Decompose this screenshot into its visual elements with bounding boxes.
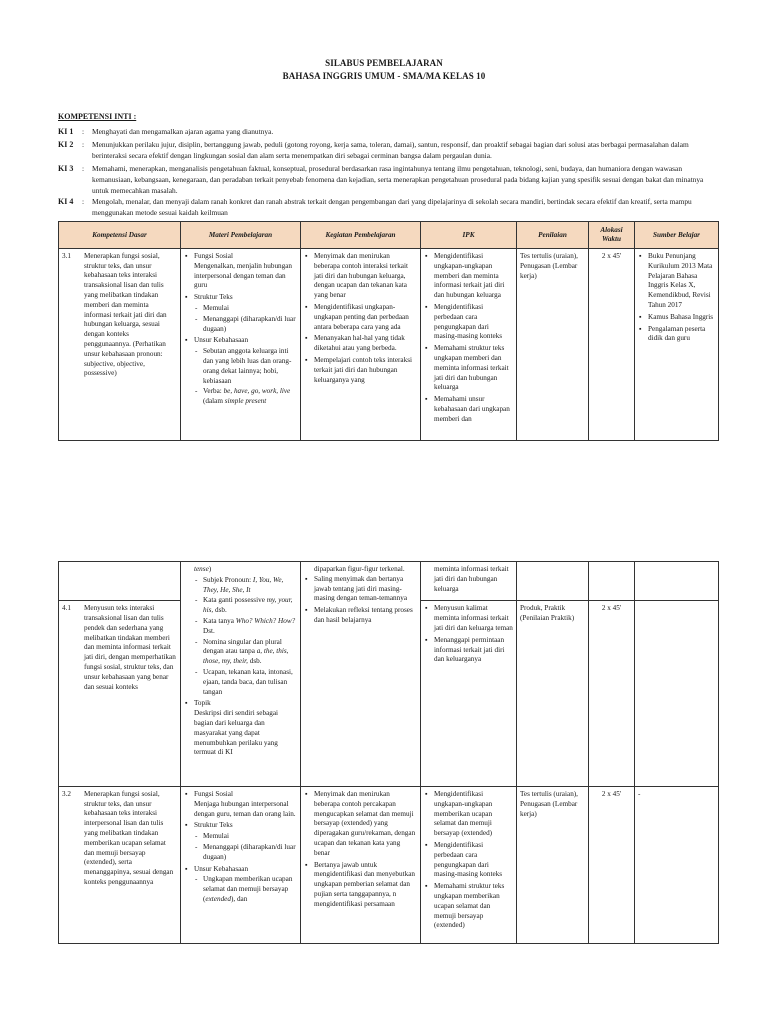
ipk-cell: [421, 562, 517, 601]
alokasi-text: 2 x 45': [601, 604, 622, 613]
sumber-cell: [635, 562, 719, 601]
penilaian-cell: [517, 787, 589, 944]
ki-text: Menghayati dan mengamalkan ajaran agama yang dianutnya.: [92, 127, 274, 136]
alokasi-cell: [589, 249, 635, 441]
ki-colon: :: [82, 127, 85, 136]
ipk-item: ▪ Memahami unsur kebahasaan dari ungkapan memberi dan: [434, 395, 513, 424]
materi-heading: Fungsi Sosial: [194, 790, 233, 798]
ipk-item: ▪ Mengidentifikasi perbedaan cara pengungkapan dari masing-masing konteks: [434, 303, 513, 342]
sumber-text: -: [638, 790, 641, 798]
materi-item: [203, 387, 297, 407]
materi-heading: Topik: [194, 699, 211, 708]
alokasi-cell: [589, 601, 635, 787]
kegiatan-item: ▪ Mengidentifikasi ungkapan-ungkapan penting dan perbedaan antara beberapa cara yang ada: [314, 303, 417, 332]
table-row: [59, 787, 719, 944]
penilaian-text: Tes tertulis (uraian), Penugasan (Lembar kerja): [520, 790, 578, 818]
ki-colon: :: [82, 164, 85, 173]
ipk-cell: [421, 601, 517, 787]
sumber-item: ▪ Buku Penunjang Kurikulum 2013 Mata Pelajaran Bahasa Inggris Kelas X, Kemendikbud, Revisi Tahun 2017: [648, 252, 715, 311]
ki-colon: :: [82, 140, 85, 149]
kegiatan-cell: [301, 562, 421, 787]
kegiatan-continued: dipaparkan figur-figur terkenal.: [314, 565, 405, 573]
ipk-item: ▪ Menyusun kalimat meminta informasi terkait jati diri dan keluarga teman: [434, 604, 513, 633]
materi-italic: tense: [194, 565, 209, 573]
materi-item: - Menanggapi (diharapkan/di luar dugaan): [203, 315, 297, 335]
kd-text: Menerapkan fungsi sosial, struktur teks, dan unsur kebahasaan teks interaksi transaksional lisan dan tulis yang melibatkan tindakan memberi dan meminta informasi terkait jati diri dan hubungan keluarga, sesuai dengan konteks penggunaannya. (Perhatikan unsur kebahasaan pronoun: subjective, objective, possessive): [84, 252, 167, 378]
materi-item: - Menanggapi (diharapkan/di luar dugaan): [203, 843, 297, 863]
syllabus-table-part2: [58, 561, 719, 944]
ipk-item: ▪ Memahami struktur teks ungkapan memberi dan meminta informasi terkait jati diri dan hubungan keluarga: [434, 344, 513, 393]
ki-code: KI 3: [58, 164, 74, 173]
syllabus-table-part1: [58, 221, 719, 441]
col-header: Penilaian: [517, 222, 589, 249]
materi-heading: Struktur Teks: [194, 821, 233, 830]
document-subtitle: BAHASA INGGRIS UMUM - SMA/MA KELAS 10: [282, 71, 486, 81]
materi-heading: Fungsi Sosial: [194, 252, 233, 260]
materi-text: ): [208, 565, 212, 573]
kd-number: 4.1: [62, 604, 71, 613]
kegiatan-item: ▪ Saling menyimak dan bertanya jawab tentang jati diri masing-masing dengan teman-temannya: [314, 575, 417, 604]
table-row-continued: [59, 562, 719, 601]
alokasi-cell: [589, 562, 635, 601]
kd-text: Menerapkan fungsi sosial, struktur teks, dan unsur kebahasaan teks interaksi interpersonal lisan dan tulis yang melibatkan tindakan memberikan ucapan selamat dan memuji bersayap (extended), serta menanggapinya, sesuai dengan konteks penggunaannya: [84, 790, 174, 886]
kd-cell: [59, 601, 181, 787]
kd-number: 3.2: [62, 790, 71, 798]
materi-item: - Sebutan anggota keluarga inti dan yang lebih luas dan orang-orang dekat lainnya; hobi, kebiasaan: [203, 347, 297, 386]
materi-italic: be, have, go, work, live: [223, 387, 291, 396]
alokasi-text: 2 x 45': [601, 252, 622, 260]
ipk-continued: meminta informasi terkait jati diri dan hubungan keluarga: [434, 565, 509, 593]
ipk-item: ▪ Mengidentifikasi ungkapan-ungkapan memberi dan meminta informasi terkait jati diri dan hubungan keluarga: [434, 252, 513, 301]
materi-item: - Subjek Pronoun: I, You, We, They, He, She, It: [203, 576, 297, 596]
kd-cell: [59, 562, 181, 601]
materi-item: - Memulai: [203, 304, 297, 314]
ki-colon: :: [82, 197, 85, 206]
col-header: Sumber Belajar: [635, 222, 719, 249]
kd-cell: [59, 787, 181, 944]
materi-item: - Kata ganti possessive my, your, his, dsb.: [203, 596, 297, 616]
sumber-cell: [635, 601, 719, 787]
sumber-item: ▪ Pengalaman peserta didik dan guru: [648, 325, 715, 345]
col-header: Materi Pembelajaran: [181, 222, 301, 249]
alokasi-cell: [589, 787, 635, 944]
ipk-item: ▪ Menanggapi permintaan informasi terkait jati diri dan keluarganya: [434, 636, 513, 665]
materi-heading: Unsur Kebahasaan: [194, 336, 249, 345]
document-title: SILABUS PEMBELAJARAN: [325, 58, 443, 68]
materi-item: - Nomina singular dan plural dengan atau tanpa a, the, this, those, my, their, dsb.: [203, 638, 297, 667]
materi-cell: [181, 249, 301, 441]
materi-cell: [181, 787, 301, 944]
materi-item: - Kata tanya Who? Which? How? Dst.: [203, 617, 297, 637]
ipk-item: ▪ Memahami struktur teks ungkapan memberikan ucapan selamat dan memuji bersayap (extended): [434, 882, 513, 931]
kegiatan-item: ▪ Menanyakan hal-hal yang tidak diketahui atau yang berbeda.: [314, 334, 417, 354]
materi-heading: Unsur Kebahasaan: [194, 864, 249, 873]
materi-item: - Ucapan, tekanan kata, intonasi, ejaan, tanda baca, dan tulisan tangan: [203, 668, 297, 697]
materi-text: Deskripsi diri sendiri sebagai bagian dari keluarga dan masyarakat yang dapat menumbuhkan perilaku yang termuat di KI: [194, 709, 279, 757]
materi-item: - Memulai: [203, 832, 297, 842]
col-header: Kegiatan Pembelajaran: [301, 222, 421, 249]
ki-text: Memahami, menerapkan, menganalisis pengetahuan faktual, konseptual, prosedural berdasarkan rasa ingintahunya tentang ilmu pengetahuan, teknologi, seni, budaya, dan humaniora dengan wawasan kemanusiaan, kebangsaan, kenegaraan, dan peradaban terkait penyebab fenomena dan kejadian, serta menerapkan pengetahuan prosedural pada bidang kajian yang spesifik sesuai dengan bakat dan minatnya untuk memecahkan masalah.: [92, 164, 704, 195]
kegiatan-item: ▪ Melakukan refleksi tentang proses dan hasil belajarnya: [314, 606, 417, 626]
penilaian-cell: [517, 562, 589, 601]
materi-text: Verba:: [203, 387, 224, 396]
ipk-cell: [421, 787, 517, 944]
ki-code: KI 4: [58, 197, 74, 206]
kegiatan-item: ▪ Mempelajari contoh teks interaksi terkait jati diri dan hubungan keluarganya yang: [314, 356, 417, 385]
alokasi-text: 2 x 45': [601, 790, 622, 798]
kompetensi-inti-heading: KOMPETENSI INTI :: [58, 112, 137, 121]
kegiatan-item: ▪ Menyimak dan menirukan beberapa contoh interaksi terkait jati diri dan hubungan keluarga, dengan ucapan dan tekanan kata yang benar: [314, 252, 417, 301]
table-header-row: [59, 222, 719, 249]
penilaian-text: Produk, Praktik (Penilaian Praktik): [520, 604, 575, 623]
penilaian-cell: [517, 601, 589, 787]
table-row: [59, 249, 719, 441]
ki-text: Mengolah, menalar, dan menyaji dalam ranah konkret dan ranah abstrak terkait dengan pengembangan dari yang dipelajarinya di sekolah secara mandiri, bertindak secara efektif dan kreatif, serta mampu menggunakan metode sesuai kaidah keilmuan: [92, 197, 692, 217]
col-header: Kompetensi Dasar: [59, 222, 181, 249]
sumber-cell: [635, 787, 719, 944]
kegiatan-cell: [301, 787, 421, 944]
ipk-item: ▪ Mengidentifikasi ungkapan-ungkapan memberikan ucapan selamat dan memuji bersayap (extended): [434, 790, 513, 839]
kegiatan-cell: [301, 249, 421, 441]
ipk-cell: [421, 249, 517, 441]
materi-item: - Ungkapan memberikan ucapan selamat dan memuji bersayap (extended), dan: [203, 875, 297, 904]
ipk-item: ▪ Mengidentifikasi perbedaan cara pengungkapan dari masing-masing konteks: [434, 841, 513, 880]
materi-text: Mengenalkan, menjalin hubungan interpersonal dengan teman dan guru: [194, 261, 293, 290]
penilaian-cell: [517, 249, 589, 441]
kd-text: Menyusun teks interaksi transaksional lisan dan tulis pendek dan sederhana yang melibatkan tindakan memberi dan meminta informasi terkait jati diri, dengan memperhatikan fungsi sosial, struktur teks, dan unsur kebahasaan yang benar dan sesuai konteks: [84, 604, 176, 691]
kd-number: 3.1: [62, 252, 71, 260]
materi-text: (dalam: [203, 397, 225, 406]
kegiatan-item: ▪ Bertanya jawab untuk mengidentifikasi dan menyebutkan ungkapan pemberian selamat dan pujian serta tanggapannya, n mengidentifikasi persamaan: [314, 861, 417, 910]
materi-text: Menjaga hubungan interpersonal dengan guru, teman dan orang lain.: [194, 799, 296, 818]
materi-heading: Struktur Teks: [194, 293, 233, 302]
materi-italic: simple present: [224, 397, 267, 406]
sumber-item: ▪ Kamus Bahasa Inggris: [648, 313, 715, 323]
sumber-cell: [635, 249, 719, 441]
kd-cell: [59, 249, 181, 441]
col-header: IPK: [421, 222, 517, 249]
ki-code: KI 2: [58, 140, 74, 149]
materi-cell: [181, 562, 301, 787]
penilaian-text: Tes tertulis (uraian), Penugasan (Lembar kerja): [520, 252, 578, 280]
ki-code: KI 1: [58, 127, 74, 136]
kegiatan-item: ▪ Menyimak dan menirukan beberapa contoh percakapan mengucapkan selamat dan memuji bersayap (extended) yang diperagakan guru/rekaman, dengan ucapan dan tekanan kata yang benar: [314, 790, 417, 859]
ki-text: Menunjukkan perilaku jujur, disiplin, bertanggung jawab, peduli (gotong royong, kerja sama, toleran, damai), santun, responsif, dan proaktif sebagai bagian dari solusi atas berbagai permasalahan dalam berinteraksi secara efektif dengan lingkungan sosial dan alam serta menempatkan diri sebagai cerminan bangsa dalam pergaulan dunia.: [92, 140, 689, 160]
col-header: Alokasi Waktu: [589, 222, 635, 249]
